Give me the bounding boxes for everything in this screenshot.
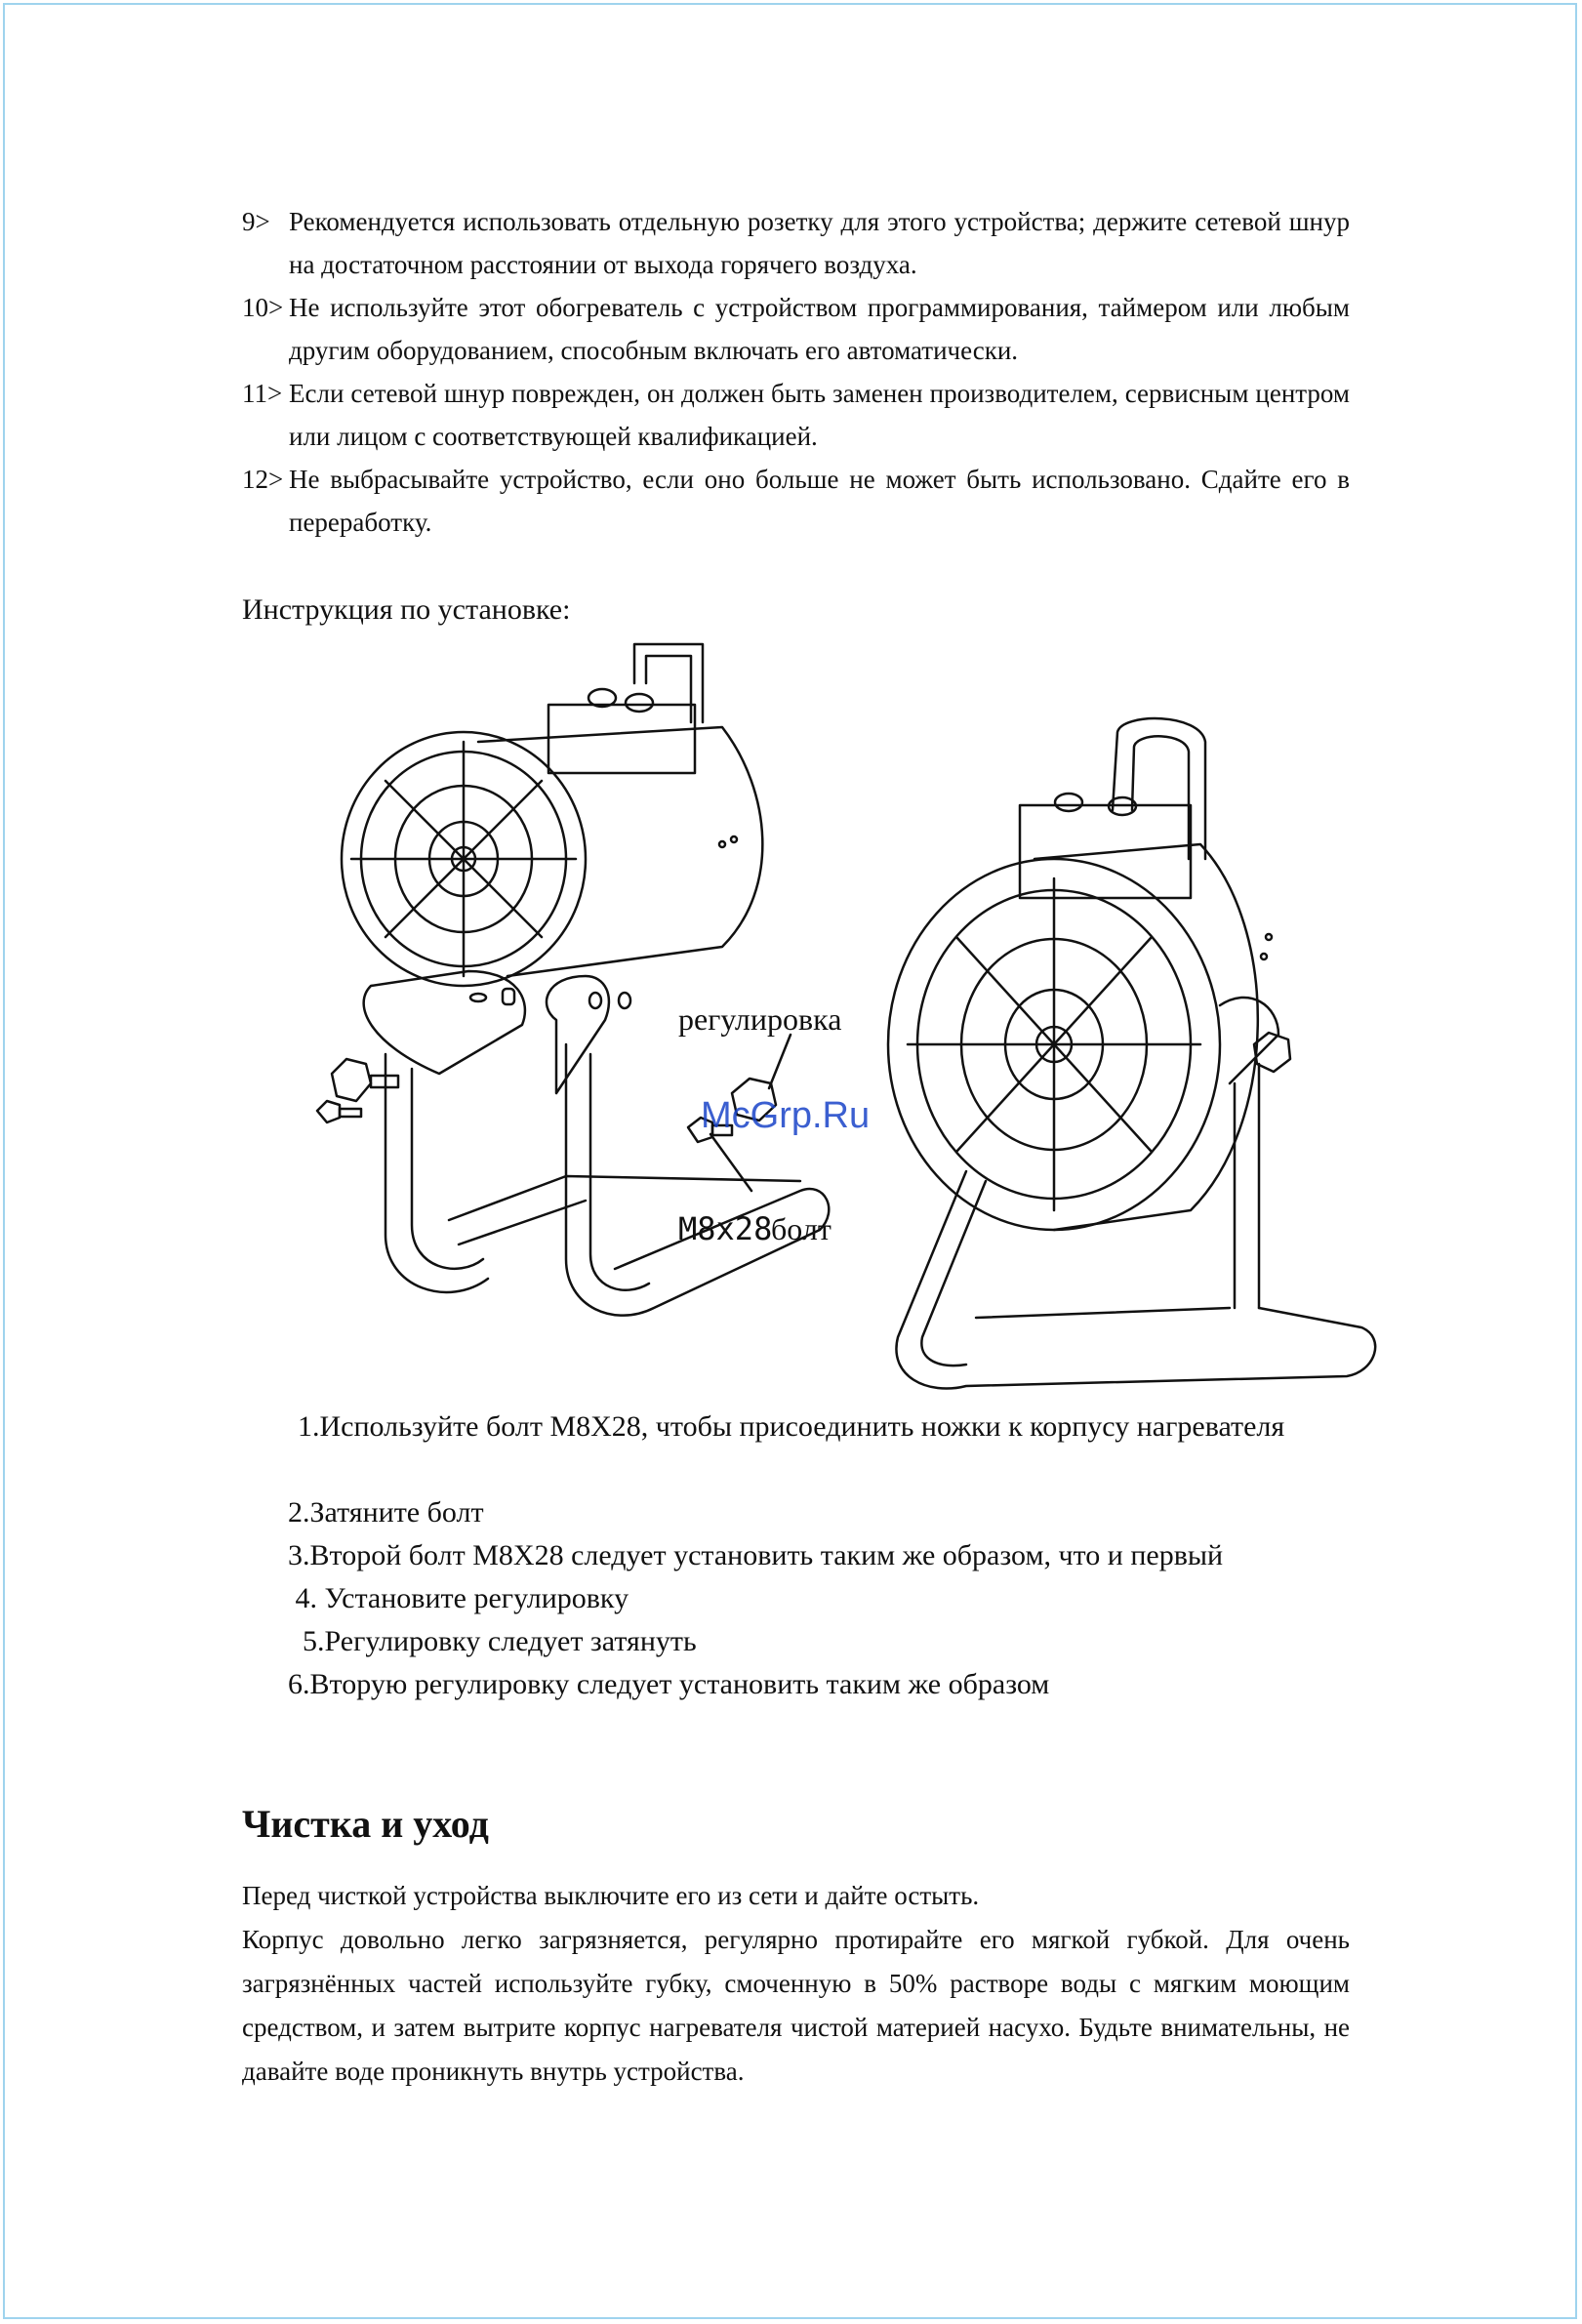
install-step-3: 3.Второй болт M8X28 следует установить таким же образом, что и первый <box>288 1539 1224 1571</box>
care-paragraph-2: Корпус довольно легко загрязняется, регулярно протирайте его мягкой губкой. Для очень загрязнённых частей используйте губку, смоченную в 50% растворе воды с мягким моющим средством, и затем вытрите корпус нагревателя чистой материей насухо. Будьте внимательны, не давайте воде проникнуть внутрь устройства. <box>242 1925 1350 2086</box>
instruction-number: 9> <box>242 207 270 236</box>
instruction-12 <box>242 458 1350 544</box>
instruction-text: Не используйте этот обогреватель с устройством программирования, таймером или любым другим оборудованием, способным включать его автоматически. <box>289 293 1350 365</box>
label-bolt-code: M8x28 <box>678 1210 773 1247</box>
label-bolt-word: болт <box>771 1211 832 1246</box>
care-paragraph-1: Перед чисткой устройства выключите его из сети и дайте остыть. <box>242 1881 980 1910</box>
instruction-text: Не выбрасывайте устройство, если оно больше не может быть использовано. Сдайте его в переработку. <box>289 465 1350 537</box>
assembled-heater-drawing <box>888 718 1375 1388</box>
watermark: McGrp.Ru <box>701 1095 871 1136</box>
instruction-number: 11> <box>242 379 283 408</box>
instruction-11 <box>242 372 1350 458</box>
instruction-10 <box>242 286 1350 372</box>
small-heater-drawing <box>342 644 762 986</box>
install-step-2: 2.Затяните болт <box>288 1496 484 1529</box>
install-step-5: 5.Регулировку следует затянуть <box>288 1625 697 1657</box>
install-step-4: 4. Установите регулировку <box>288 1582 629 1614</box>
install-step-6: 6.Вторую регулировку следует установить таким же образом <box>288 1668 1050 1700</box>
label-adjust: регулировка <box>678 1001 842 1037</box>
instruction-9 <box>242 200 1350 286</box>
instruction-number: 10> <box>242 293 284 322</box>
install-step-1: 1.Используйте болт M8X28, чтобы присоединить ножки к корпусу нагревателя <box>298 1410 1285 1443</box>
instruction-text: Если сетевой шнур поврежден, он должен быть заменен производителем, сервисным центром или лицом с соответствующей квалификацией. <box>289 379 1350 451</box>
instruction-text: Рекомендуется использовать отдельную розетку для этого устройства; держите сетевой шнур на достаточном расстоянии от выхода горячего воздуха. <box>289 207 1350 279</box>
install-title: Инструкция по установке: <box>242 593 571 626</box>
heater-assembly-illustration <box>293 634 1415 1396</box>
instruction-number: 12> <box>242 465 284 494</box>
care-title: Чистка и уход <box>242 1802 489 1846</box>
